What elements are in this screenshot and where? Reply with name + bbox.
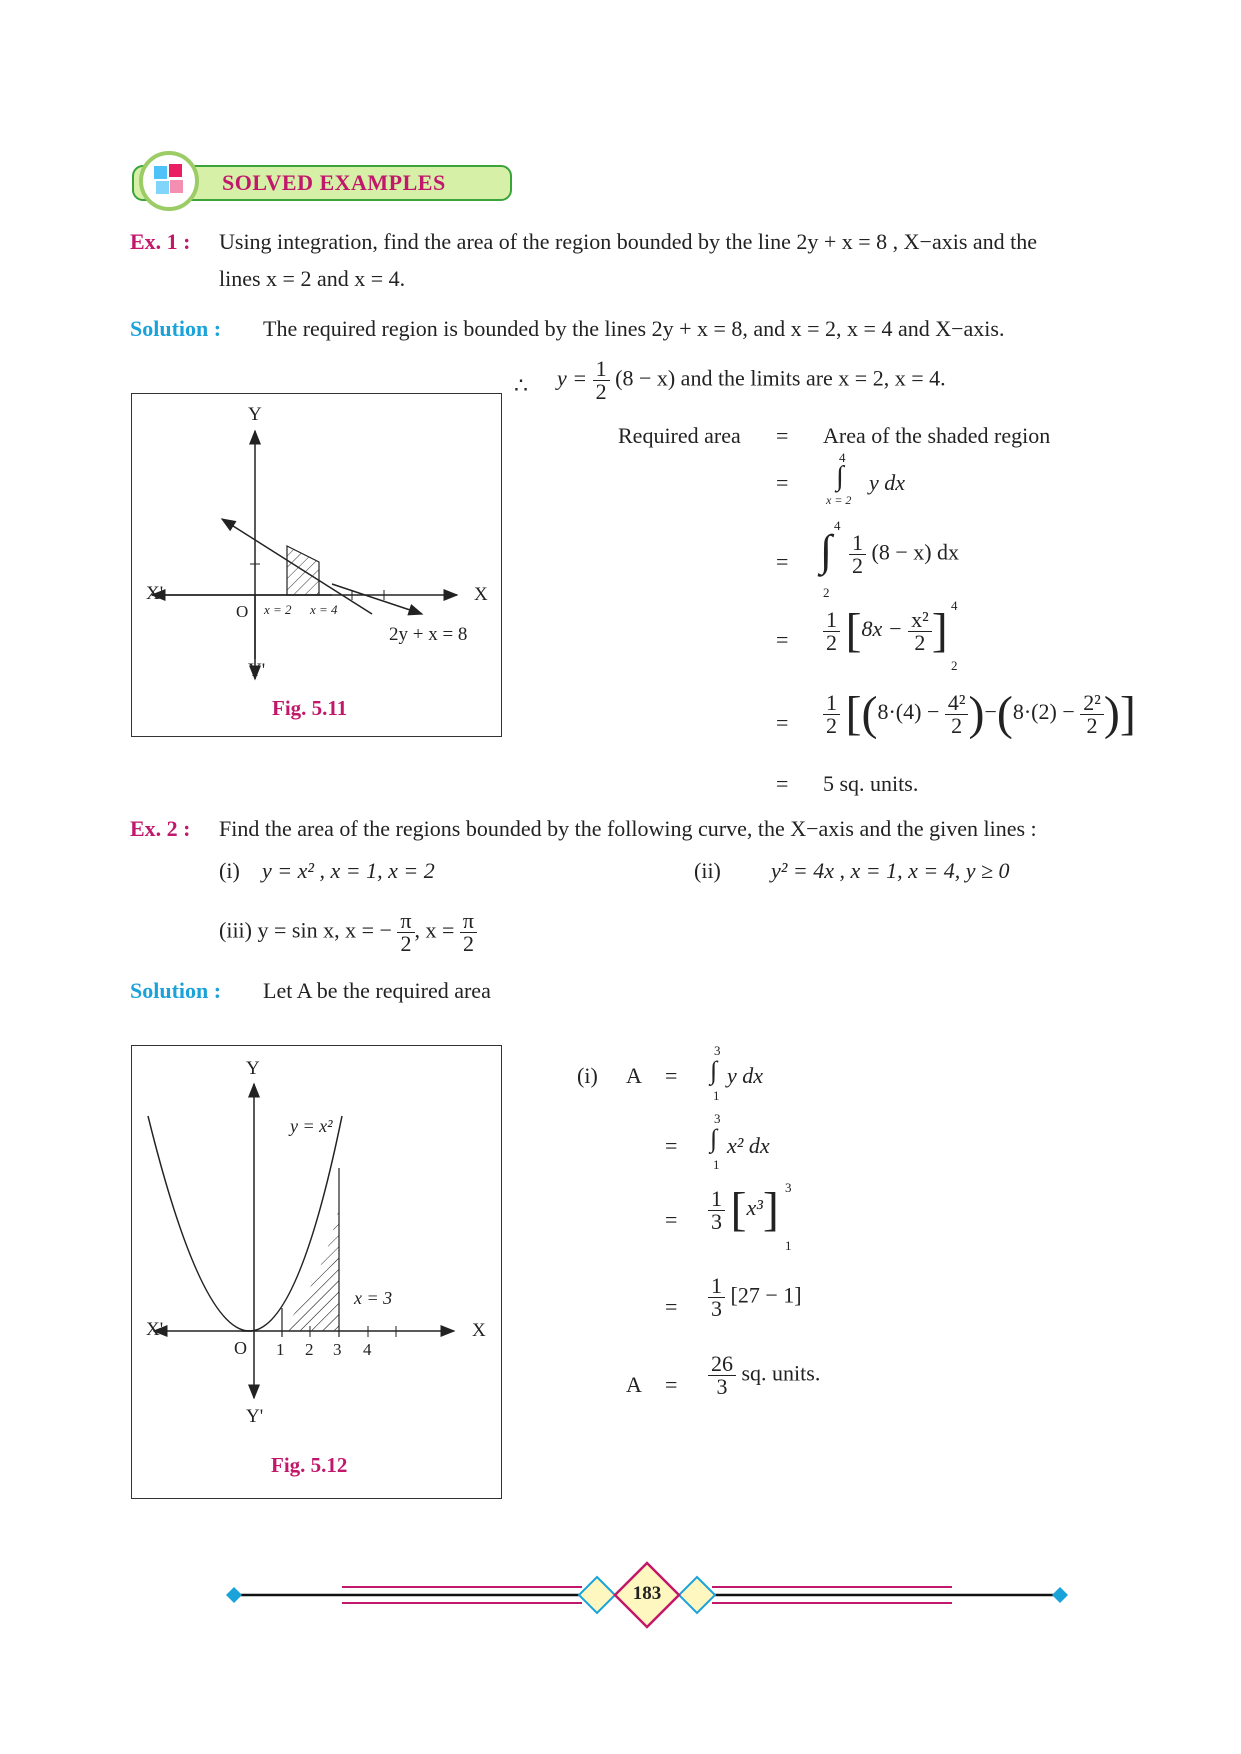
paren-open: (	[996, 687, 1013, 740]
result-fraction	[708, 1353, 736, 1398]
bracket-close: ]	[1119, 687, 1136, 740]
step4-b-num: 2²	[1080, 692, 1104, 715]
eq-sign: =	[776, 627, 789, 652]
figure-5-11-graph	[132, 394, 501, 736]
pi-num: π	[397, 910, 414, 933]
third-fraction	[708, 1275, 725, 1320]
shaded-region-text: Area of the shaded region	[823, 423, 1051, 448]
step3-upper: 4	[951, 598, 958, 613]
stepC-lower: 1	[785, 1238, 792, 1253]
pi-den: 2	[400, 931, 412, 956]
intB-body: x² dx	[727, 1133, 770, 1158]
step3-body: 8x −	[861, 616, 903, 642]
third-den: 3	[711, 1208, 722, 1234]
half-fraction	[823, 606, 840, 655]
ex1-solution-label: Solution :	[130, 316, 222, 341]
intA-lower: 1	[713, 1088, 720, 1103]
ex2-solution-label: Solution :	[130, 978, 222, 1003]
intB-lower: 1	[713, 1157, 720, 1172]
eq-sign: =	[665, 1207, 678, 1232]
ex2-part-i: y = x² , x = 1, x = 2	[262, 858, 435, 883]
int2-expr	[849, 532, 959, 577]
half-den: 2	[595, 379, 607, 404]
step4-a: 8·(4) −	[877, 699, 940, 725]
stepD-expr	[708, 1275, 802, 1320]
step4-expr	[823, 687, 1136, 740]
half-fraction	[823, 689, 840, 738]
y-equals	[557, 358, 946, 403]
result-num: 26	[708, 1353, 736, 1376]
puzzle-icon	[138, 150, 200, 212]
fig2-tick-1: 1	[276, 1340, 285, 1359]
half-num: 1	[823, 609, 840, 632]
part-i-marker: (i)	[577, 1063, 598, 1088]
integral-sign: ∫	[710, 1056, 718, 1085]
eq-sign: =	[665, 1133, 678, 1158]
integral-sign: ∫	[820, 526, 833, 575]
figure-5-11	[131, 393, 502, 737]
intA-body: y dx	[727, 1063, 764, 1088]
half-den: 2	[826, 712, 837, 738]
step4-a-fraction	[945, 689, 969, 738]
step4-b-den: 2	[1086, 712, 1098, 738]
half-den: 2	[852, 553, 863, 578]
fig2-label-x: X	[472, 1320, 486, 1341]
fig2-curve-label: y = x²	[290, 1116, 333, 1136]
fig1-label-x4: x = 4	[310, 602, 338, 617]
fig2-x3-label: x = 3	[354, 1288, 393, 1308]
fig2-tick-2: 2	[305, 1340, 314, 1359]
half-num: 1	[593, 358, 610, 381]
fig1-label-x: X	[474, 584, 488, 605]
fig2-label-y: Y	[246, 1058, 260, 1079]
ex1-label: Ex. 1 :	[130, 229, 191, 254]
half-fraction	[849, 532, 866, 577]
half-fraction	[593, 358, 610, 403]
ex1-solution-text: The required region is bounded by the lines 2y + x = 8, and x = 2, x = 4 and X−axis.	[263, 316, 1005, 341]
result-den: 3	[716, 1374, 728, 1399]
part-iii-text: (iii) y = sin x, x = −	[219, 917, 392, 943]
step4-a-den: 2	[951, 712, 963, 738]
bracket-open: [	[845, 687, 862, 740]
xsq-fraction	[908, 606, 932, 655]
fig1-caption: Fig. 5.11	[272, 696, 348, 720]
eq-sign: =	[776, 470, 789, 495]
step4-minus: −	[984, 699, 997, 725]
bracket-open: [	[730, 1183, 747, 1236]
intB-upper: 3	[714, 1111, 721, 1126]
eq-sign: =	[665, 1294, 678, 1319]
fig2-label-origin: O	[234, 1338, 247, 1358]
ex1-result: 5 sq. units.	[823, 771, 919, 796]
eq-sign: =	[665, 1063, 678, 1088]
half-den: 2	[826, 629, 837, 655]
third-num: 1	[708, 1188, 725, 1211]
fig1-label-x-prime: X'	[146, 583, 164, 604]
required-area-label: Required area	[618, 423, 741, 448]
ex2-result	[708, 1353, 820, 1398]
third-fraction	[708, 1185, 725, 1234]
fig1-line-label: 2y + x = 8	[389, 624, 468, 645]
third-num: 1	[708, 1275, 725, 1298]
integral-sign: ∫	[836, 461, 844, 492]
step4-a-num: 4²	[945, 692, 969, 715]
pi-den: 2	[462, 931, 474, 956]
ex2-part-ii: y² = 4x , x = 1, x = 4, y ≥ 0	[771, 858, 1010, 883]
eq-sign: =	[776, 771, 789, 796]
figure-5-12	[131, 1045, 502, 1499]
paren-close: )	[1103, 687, 1120, 740]
A-label: A	[626, 1063, 642, 1088]
int1-lower: x = 2	[826, 493, 852, 507]
page-footer	[222, 1560, 1072, 1630]
xsq-num: x²	[908, 609, 932, 632]
step4-b-fraction	[1080, 689, 1104, 738]
therefore-symbol: ∴	[514, 373, 528, 398]
section-header	[130, 160, 515, 204]
step3-lower: 2	[951, 658, 958, 673]
fig1-label-x2: x = 2	[264, 602, 292, 617]
figure-5-12-graph	[132, 1046, 501, 1498]
int1-body: y dx	[869, 470, 906, 495]
fig2-tick-3: 3	[333, 1340, 342, 1359]
ex2-part-i-label: (i)	[219, 858, 240, 883]
page-number: 183	[632, 1583, 662, 1604]
fig1-label-y-prime: Y'	[248, 660, 266, 681]
int1-upper: 4	[839, 450, 846, 465]
fig2-label-x-prime: X'	[146, 1319, 164, 1340]
fig1-label-origin: O	[236, 602, 249, 621]
pi-over-2	[397, 910, 414, 955]
eq-sign: =	[665, 1372, 678, 1397]
integral-sign: ∫	[710, 1124, 718, 1153]
half-num: 1	[823, 692, 840, 715]
fig1-label-y: Y	[248, 404, 262, 425]
ex2-question: Find the area of the regions bounded by the following curve, the X−axis and the given lines :	[219, 816, 1037, 841]
half-num: 1	[849, 532, 866, 555]
step3-expr	[823, 604, 948, 657]
section-title: SOLVED EXAMPLES	[222, 170, 446, 195]
part-iii-mid: , x =	[414, 917, 455, 943]
stepC-upper: 3	[785, 1180, 792, 1195]
fig2-label-y-prime: Y'	[246, 1406, 264, 1427]
ex2-solution-text: Let A be the required area	[263, 978, 491, 1003]
third-den: 3	[711, 1296, 722, 1321]
paren-open: (	[861, 687, 878, 740]
x-cubed: x³	[746, 1195, 763, 1221]
int2-upper: 4	[834, 518, 841, 533]
bracket-close: ]	[762, 1183, 779, 1236]
y-eq-text: y =	[557, 365, 588, 391]
paren-close: )	[968, 687, 985, 740]
eq-sign: =	[776, 710, 789, 735]
step4-b: 8·(2) −	[1012, 699, 1075, 725]
bracket-close: ]	[931, 604, 948, 657]
intA-upper: 3	[714, 1043, 721, 1058]
y-rest-text: (8 − x) and the limits are x = 2, x = 4.	[615, 365, 946, 391]
line-2y-x-8	[222, 519, 372, 614]
stepC-expr	[708, 1183, 779, 1236]
bracket-open: [	[845, 604, 862, 657]
xsq-den: 2	[914, 629, 926, 655]
step-value: [27 − 1]	[730, 1282, 802, 1308]
pi-over-2	[460, 910, 477, 955]
ex2-label: Ex. 2 :	[130, 816, 191, 841]
fig2-tick-4: 4	[363, 1340, 372, 1359]
eq-sign: =	[776, 423, 789, 448]
pi-num: π	[460, 910, 477, 933]
ex1-question-line1: Using integration, find the area of the region bounded by the line 2y + x = 8 , X−axis and the	[219, 229, 1038, 254]
ex2-part-ii-label: (ii)	[694, 858, 721, 883]
fig2-caption: Fig. 5.12	[271, 1453, 348, 1477]
eq-sign: =	[776, 549, 789, 574]
ex1-question-line2: lines x = 2 and x = 4.	[219, 266, 406, 291]
A-label: A	[626, 1372, 642, 1397]
int2-lower: 2	[823, 585, 830, 600]
ex2-part-iii	[219, 910, 477, 955]
result-unit: sq. units.	[741, 1360, 821, 1386]
int2-body: (8 − x) dx	[871, 539, 960, 565]
